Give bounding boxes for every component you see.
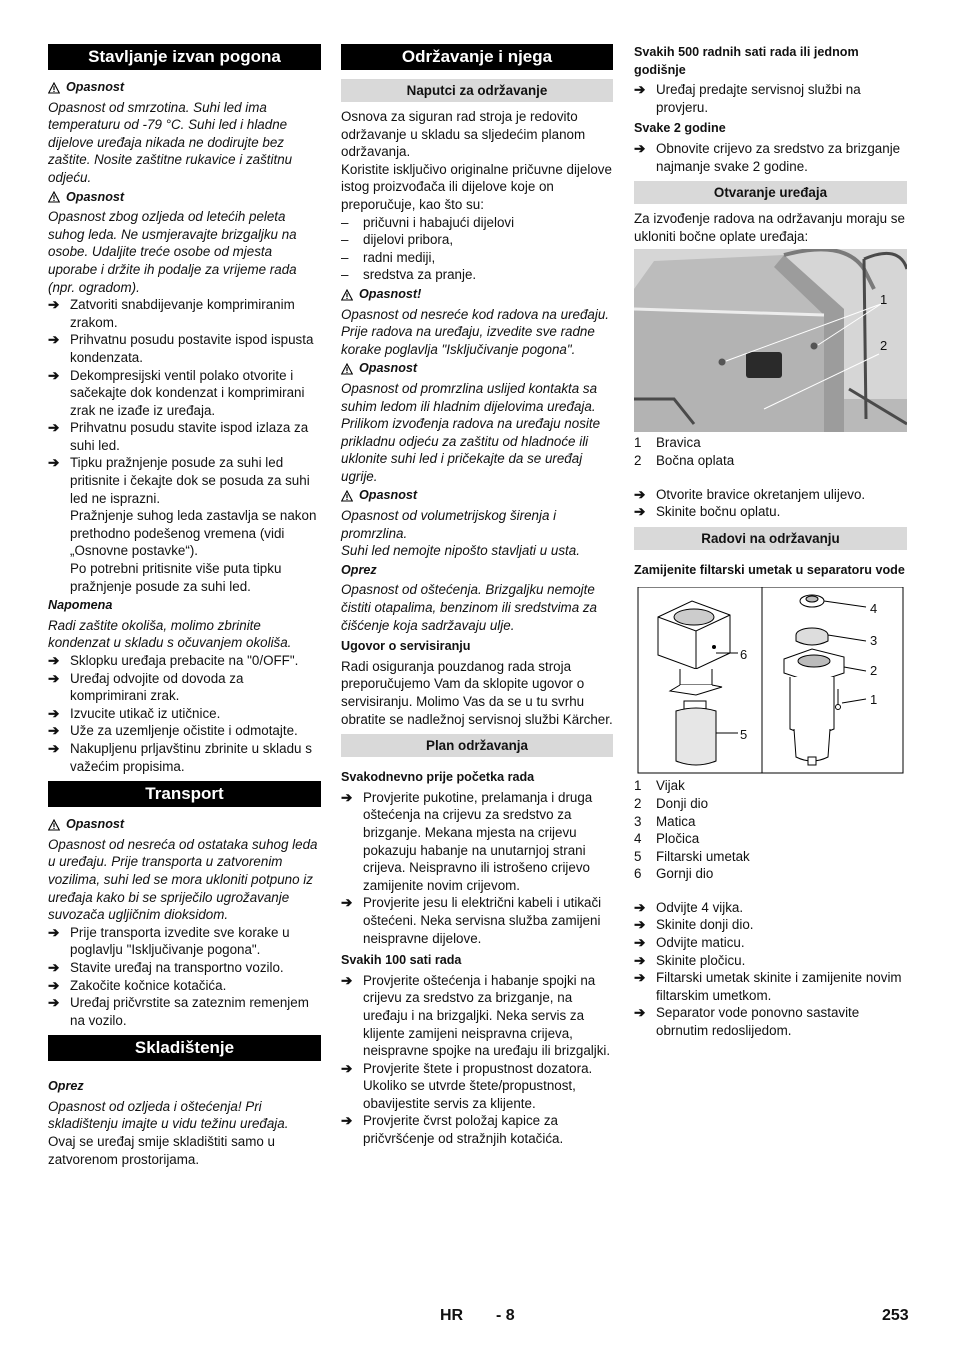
arrow-icon: ➔: [48, 420, 60, 436]
figure-callout: 2: [870, 663, 878, 679]
arrow-icon: ➔: [634, 504, 646, 520]
footer-language: HR: [440, 1307, 464, 1324]
arrow-icon: ➔: [48, 959, 60, 975]
arrow-icon: ➔: [634, 970, 646, 986]
list-item-text: Uže za uzemljenje očistite i odmotajte.: [70, 723, 298, 739]
paragraph: Radi osiguranja pouzdanog rada stroja preporučujemo Vam da sklopite ugovor o servisiranju. Molimo Vas da se u tu svrhu obratite se nadležnoj servisnoj službi Kärcher.: [341, 658, 613, 727]
warning-triangle-icon: [48, 82, 60, 94]
arrow-icon: ➔: [634, 140, 646, 156]
warning-label: Opasnost: [359, 361, 418, 376]
list-item-text: pričuvni i habajući dijelovi: [363, 214, 515, 230]
list-item: [634, 486, 907, 504]
warning-text: Opasnost od nesreća od ostataka suhog leda u uređaju. Prije transporta u zatvorenim vozilima, suhi led se mora ukloniti potpuno iz uređaja kako bi se spriječilo ugrožavanje suvozača ugljičnim dioksidom.: [48, 836, 318, 923]
arrow-icon: ➔: [48, 740, 60, 756]
warning-heading: [48, 79, 321, 97]
interval-title: Svakodnevno prije početka rada: [341, 770, 535, 785]
warning-label: Opasnost: [66, 817, 125, 832]
list-item: [341, 972, 613, 1060]
list-item: [48, 977, 321, 995]
arrow-icon: ➔: [634, 899, 646, 915]
task-title: Zamijenite filtarski umetak u separatoru vode: [634, 562, 905, 577]
list-item: [48, 959, 321, 977]
caution-heading: [48, 1078, 321, 1096]
device-side-panel-photo: [634, 249, 907, 432]
list-item-text: Izvucite utikač iz utičnice.: [70, 705, 221, 721]
list-item-text: Prihvatnu posudu stavite ispod izlaza za suhi led.: [70, 420, 309, 453]
figure-callout: 3: [870, 633, 878, 649]
section-title-transport: Transport: [48, 781, 321, 807]
figure-callout: 1: [870, 692, 878, 708]
column-middle: [341, 44, 613, 1148]
arrow-icon: ➔: [634, 935, 646, 951]
warning-text: Opasnost od promrzlina uslijed kontakta sa suhim ledom ili hladnim dijelovima uređaja. Prilikom izvođenja radova na uređaju nosite prikladnu odjeću za zaštitu od hladnoće ili uklonite suhi led i pričekajte da se uređaj ugrije.: [341, 380, 601, 484]
list-item: [48, 296, 321, 331]
interval-title: Svake 2 godine: [634, 121, 726, 136]
list-item: – dijelovi pribora,: [341, 232, 454, 248]
list-item: [48, 670, 321, 705]
arrow-icon: ➔: [341, 1113, 353, 1129]
arrow-icon: ➔: [634, 917, 646, 933]
legend-item: 2 Donji dio: [634, 795, 709, 811]
warning-heading: [341, 286, 613, 304]
footer-page-number: 253: [882, 1307, 909, 1324]
list-item: – sredstva za pranje.: [341, 267, 477, 283]
warning-label: Opasnost: [66, 189, 125, 204]
warning-triangle-icon: [341, 289, 353, 301]
warning-text: Suhi led nemojte nipošto stavljati u usta.: [341, 543, 580, 559]
note-text: Radi zaštite okoliša, molimo zbrinite kondenzat u skladu s očuvanjem okoliša.: [48, 617, 292, 651]
arrow-icon: ➔: [48, 924, 60, 940]
list-item-text: Skinite bočnu oplatu.: [656, 504, 781, 520]
list-item: [341, 1060, 613, 1113]
caution-label: Oprez: [341, 562, 377, 577]
warning-heading: [341, 360, 613, 378]
arrow-icon: ➔: [341, 972, 353, 988]
list-item: [634, 952, 907, 970]
list-item-text: Stavite uređaj na transportno vozilo.: [70, 959, 284, 975]
list-item-text: Provjerite oštećenja i habanje spojki na crijevu za sredstvo za brizganje, na uređaju i na brizgaljki. Neka servis za klijente zamijeni neispravna crijeva, neispravne spojke na uređaju ili brizgaljki.: [363, 972, 611, 1059]
arrow-icon: ➔: [48, 455, 60, 471]
section-title-storage: Skladištenje: [48, 1035, 321, 1061]
paragraph: Koristite isključivo originalne pričuvne dijelove istog proizvođača ili dijelove koje on preporučuje, kao što su:: [341, 161, 612, 212]
figure-callout: 1: [880, 292, 888, 308]
step-note: Po potrebni pritisnite više puta tipku pražnjenje posude za suhi led.: [70, 561, 282, 594]
caution-heading: [341, 562, 613, 580]
list-item-text: Skinite donji dio.: [656, 917, 754, 933]
warning-label: Opasnost: [66, 80, 125, 94]
warning-heading: [48, 816, 321, 834]
arrow-icon: ➔: [634, 1005, 646, 1021]
list-item-text: Nakupljenu prljavštinu zbrinite u skladu s važećim propisima.: [70, 740, 312, 774]
list-item-text: Sklopku uređaja prebacite na "0/OFF".: [70, 653, 299, 668]
arrow-icon: ➔: [341, 789, 353, 805]
list-item: [634, 899, 907, 917]
list-item-text: Provjerite pukotine, prelamanja i druga oštećenja na crijevu za sredstvo za brizganje. Mekana mjesta na crijevu pokazuju habanje na unutarnjoj strani crijeva. Neispravno ili istrošeno crijevo zamijenite novim crijevom.: [363, 789, 593, 893]
list-item: [48, 652, 321, 670]
list-item: [634, 81, 907, 116]
legend-item: 6 Gornji dio: [634, 866, 714, 882]
list-item: [48, 722, 321, 740]
warning-text: Opasnost zbog ozljeda od letećih peleta suhog leda. Ne usmjeravajte brizgaljku na osobe. Udaljite treće osobe od mjesta uporabe i držite ih podalje za vrijeme rada (npr. ogradom).: [48, 209, 297, 295]
subsection-maintenance-notes: Naputci za održavanje: [341, 79, 613, 102]
list-item: [48, 331, 321, 366]
warning-text: Opasnost od smrzotina. Suhi led ima temperaturu od -79 °C. Suhi led i hladne dijelove uređaja nikada ne dodirujte bez zaštite. Nosite zaštitne rukavice i zaštitnu odjeću.: [48, 99, 293, 185]
figure-callout: 4: [870, 601, 878, 617]
list-item: [634, 969, 907, 1004]
column-right: [634, 44, 907, 1040]
storage-text: Ovaj se uređaj smije skladištiti samo u zatvorenom prostorijama.: [48, 1134, 275, 1167]
paragraph: Osnova za siguran rad stroja je redovito održavanje u skladu sa sljedećim planom održavanja.: [341, 109, 586, 160]
list-item-text: Prihvatnu posudu postavite ispod ispusta kondenzata.: [70, 332, 314, 365]
list-item: [48, 924, 321, 959]
legend-item: 2 Bočna oplata: [634, 452, 735, 468]
legend-item: 1 Bravica: [634, 435, 701, 451]
interval-title: Svakih 500 radnih sati rada ili jednom godišnje: [634, 45, 859, 77]
warning-triangle-icon: [341, 363, 353, 375]
warning-triangle-icon: [341, 490, 353, 502]
list-item: [634, 503, 907, 521]
warning-heading: [48, 189, 321, 207]
arrow-icon: ➔: [48, 977, 60, 993]
list-item: [634, 140, 907, 175]
list-item-text: sredstva za pranje.: [363, 267, 477, 283]
warning-triangle-icon: [48, 191, 60, 203]
water-separator-diagram: [634, 587, 907, 775]
legend-item: 3 Matica: [634, 813, 696, 829]
note-heading: [48, 597, 321, 615]
legend-item: 5 Filtarski umetak: [634, 848, 750, 864]
list-item-text: Filtarski umetak skinite i zamijenite novim filtarskim umetkom.: [656, 970, 902, 1003]
list-item: [341, 789, 613, 895]
arrow-icon: ➔: [48, 705, 60, 721]
column-left: [48, 44, 321, 1168]
list-item: – pričuvni i habajući dijelovi: [341, 214, 515, 230]
list-item-text: Odvijte 4 vijka.: [656, 899, 744, 915]
list-item-text: Tipku pražnjenje posude za suhi led pritisnite i čekajte dok se posuda za suhi led ne isprazni.: [70, 455, 310, 506]
list-item-text: Zakočite kočnice kotačića.: [70, 977, 227, 993]
arrow-icon: ➔: [48, 297, 60, 313]
list-item-text: Provjerite štete i propustnost dozatora. Ukoliko se utvrde štete/propustnost, obavijestite servis za klijente.: [363, 1060, 593, 1111]
list-item: [48, 367, 321, 420]
arrow-icon: ➔: [634, 952, 646, 968]
arrow-icon: ➔: [48, 367, 60, 383]
step-note: Pražnjenje suhog leda zastavlja se nakon prethodno podešenog vremena (vidi „Osnovne postavke“).: [70, 508, 317, 559]
subsection-maintenance-plan: Plan održavanja: [341, 734, 613, 757]
figure-callout: 5: [740, 727, 748, 743]
warning-heading: [341, 487, 613, 505]
list-item: – radni mediji,: [341, 249, 436, 265]
caution-text: Opasnost od ozljeda i oštećenja! Pri skladištenju imajte u vidu težinu uređaja.: [48, 1098, 289, 1132]
section-title-decommission: Stavljanje izvan pogona: [48, 44, 321, 70]
arrow-icon: ➔: [341, 895, 353, 911]
list-item: [634, 916, 907, 934]
arrow-icon: ➔: [634, 486, 646, 502]
list-item: [634, 1004, 907, 1039]
note-label: Napomena: [48, 598, 113, 613]
warning-text: Opasnost od volumetrijskog širenja i promrzlina.: [341, 508, 557, 541]
caution-label: Oprez: [48, 1079, 84, 1094]
warning-label: Opasnost: [359, 488, 418, 503]
list-item: [48, 454, 321, 507]
list-item: [48, 740, 321, 775]
contract-title: Ugovor o servisiranju: [341, 639, 471, 654]
arrow-icon: ➔: [48, 670, 60, 686]
list-item-text: Otvorite bravice okretanjem ulijevo.: [656, 486, 866, 502]
list-item-text: dijelovi pribora,: [363, 232, 454, 248]
footer-page-sub: - 8: [496, 1307, 515, 1324]
arrow-icon: ➔: [48, 332, 60, 348]
arrow-icon: ➔: [341, 1060, 353, 1076]
subsection-open-device: Otvaranje uređaja: [634, 181, 907, 204]
interval-title: Svakih 100 sati rada: [341, 953, 462, 968]
list-item-text: Zatvoriti snabdijevanje komprimiranim zrakom.: [70, 297, 295, 330]
subsection-maintenance-work: Radovi na održavanju: [634, 527, 907, 550]
list-item: [341, 894, 613, 947]
list-item-text: Dekompresijski ventil polako otvorite i sačekajte dok kondenzat i komprimirani zrak ne izađe iz uređaja.: [70, 367, 305, 418]
list-item: [48, 705, 321, 723]
legend-item: 4 Pločica: [634, 831, 700, 847]
section-title-maintenance: Održavanje i njega: [341, 44, 613, 70]
arrow-icon: ➔: [48, 995, 60, 1011]
list-item-text: Skinite pločicu.: [656, 952, 746, 968]
list-item: [48, 994, 321, 1029]
list-item-text: Uređaj pričvrstite sa zateznim remenjem na vozilo.: [70, 995, 309, 1028]
caution-text: Opasnost od oštećenja. Brizgaljku nemojte čistiti otapalima, benzinom ili sredstvima za čišćenje koja sadržavaju ulje.: [341, 582, 598, 633]
list-item: [634, 934, 907, 952]
warning-label: Opasnost!: [359, 286, 422, 301]
figure-callout: 6: [740, 647, 748, 663]
list-item: [48, 419, 321, 454]
arrow-icon: ➔: [634, 82, 646, 98]
list-item: [341, 1112, 613, 1147]
list-item-text: Uređaj predajte servisnoj službi na provjeru.: [656, 82, 861, 115]
warning-text: Opasnost od nesreće kod radova na uređaju. Prije radova na uređaju, izvedite sve radne korake poglavlja "Isključivanje pogona".: [341, 306, 609, 357]
list-item-text: radni mediji,: [363, 249, 436, 265]
paragraph: Za izvođenje radova na održavanju moraju se ukloniti bočne oplate uređaja:: [634, 211, 905, 244]
list-item-text: Uređaj odvojite od dovoda za komprimirani zrak.: [70, 670, 244, 704]
figure-callout: 2: [880, 338, 888, 354]
list-item-text: Odvijte maticu.: [656, 935, 745, 951]
list-item-text: Prije transporta izvedite sve korake u poglavlju "Isključivanje pogona".: [70, 924, 290, 958]
list-item-text: Obnovite crijevo za sredstvo za brizganje najmanje svake 2 godine.: [656, 140, 901, 174]
arrow-icon: ➔: [48, 723, 60, 739]
warning-triangle-icon: [48, 819, 60, 831]
list-item-text: Separator vode ponovno sastavite obrnutim redoslijedom.: [656, 1005, 860, 1039]
legend-item: 1 Vijak: [634, 778, 685, 794]
arrow-icon: ➔: [48, 653, 60, 668]
list-item-text: Provjerite čvrst položaj kapice za pričvršćenje od stražnjih kotačića.: [363, 1113, 564, 1147]
list-item-text: Provjerite jesu li električni kabeli i utikači oštećeni. Neka servisna služba zamijeni neispravne dijelove.: [363, 895, 602, 946]
